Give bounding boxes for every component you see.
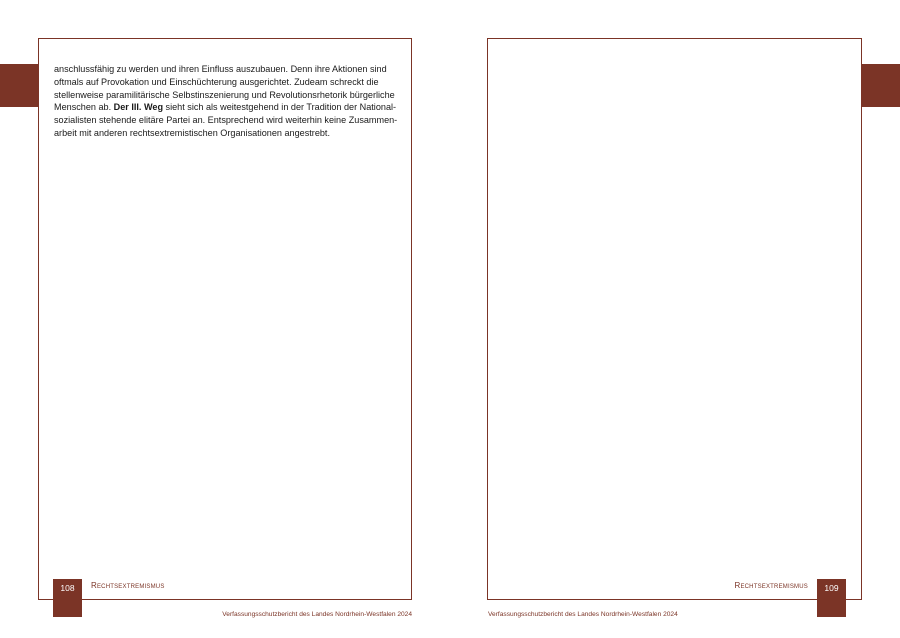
footer-left: Verfassungsschutzbericht des Landes Nordrhein-Westfalen 2024	[222, 611, 412, 618]
paragraph-bold-name: Der III. Weg	[113, 102, 164, 113]
paragraph-text-part1: anschlussfähig zu werden und ihren Einfluss auszubauen. Denn ihre Aktionen sind oftmals auf Provokation und Einschüchterung ausgerichtet. Zudeam schreckt die stellenweise paramilitärische Selbstinszenierung und Revolutionsrhetorik bürgerliche Menschen ab.	[54, 64, 395, 113]
page-number-right: 109	[817, 579, 846, 617]
paragraph-text-part2: sieht sich als weitestgehend in der Tradition der National-sozialisten stehende elitäre Partei an. Entsprechend wird weiterhin keine Zusammen-arbeit mit anderen rechtsextremistischen Organisationen angestrebt.	[54, 102, 398, 138]
section-label-left: Rechtsextremismus	[91, 581, 165, 590]
page-number-left: 108	[53, 579, 82, 617]
section-label-right: Rechtsextremismus	[734, 581, 808, 590]
left-edge-tab	[0, 64, 38, 107]
right-edge-tab	[862, 64, 900, 107]
body-paragraph	[54, 63, 399, 140]
right-page	[487, 38, 862, 600]
footer-right: Verfassungsschutzbericht des Landes Nordrhein-Westfalen 2024	[488, 611, 678, 618]
left-page	[38, 38, 412, 600]
